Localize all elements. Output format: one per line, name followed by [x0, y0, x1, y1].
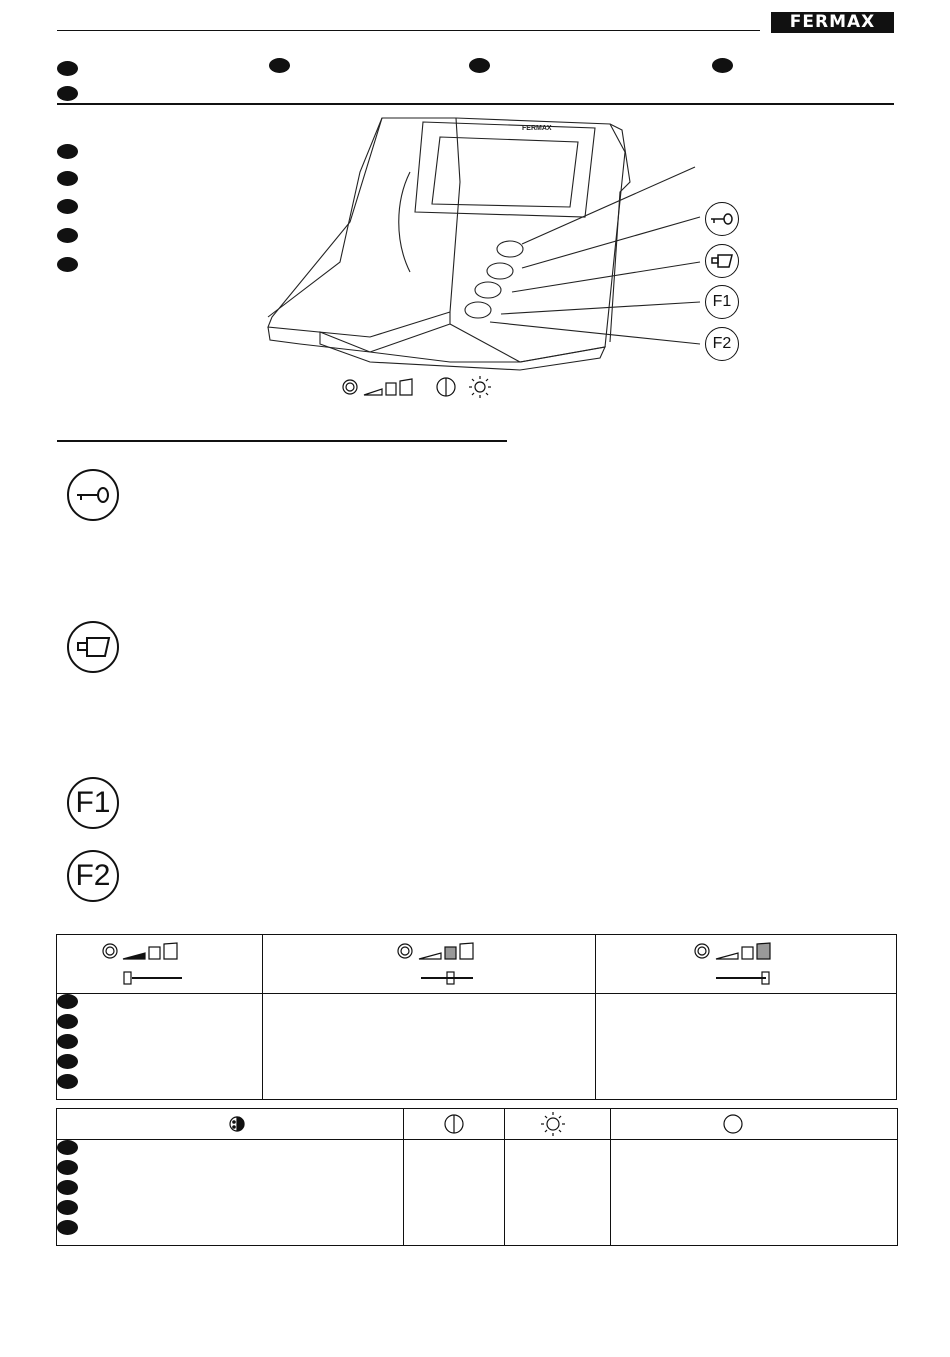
language-dot — [712, 58, 733, 73]
brand-logo: FERMAX — [771, 12, 894, 33]
f2-icon: F2 — [67, 850, 119, 902]
volume-high-header — [596, 935, 897, 994]
camera-callout-icon — [705, 244, 739, 278]
language-dot — [57, 86, 78, 101]
empty-cell — [611, 1140, 898, 1246]
volume-low-header — [57, 935, 263, 994]
color-header — [611, 1109, 898, 1140]
key-icon — [67, 469, 119, 521]
language-dot — [57, 61, 78, 76]
language-dot — [57, 199, 78, 214]
language-dot — [57, 171, 78, 186]
language-dot — [57, 228, 78, 243]
language-dot — [469, 58, 490, 73]
language-dots-cell — [57, 1140, 404, 1246]
section-rule-short — [57, 440, 507, 442]
empty-cell — [263, 994, 596, 1100]
volume-table — [56, 934, 897, 1100]
language-dot — [269, 58, 290, 73]
monitor-brand: FERMAX — [522, 125, 552, 132]
f1-icon: F1 — [67, 777, 119, 829]
empty-cell — [404, 1140, 505, 1246]
f2-callout-icon: F2 — [705, 327, 739, 361]
f1-callout-icon: F1 — [705, 285, 739, 319]
picture-adjust-table — [56, 1108, 898, 1246]
section-rule — [57, 103, 894, 105]
volume-mid-header — [263, 935, 596, 994]
empty-cell — [596, 994, 897, 1100]
language-dot — [57, 257, 78, 272]
language-dots-cell — [57, 994, 263, 1100]
key-callout-icon — [705, 202, 739, 236]
header-rule — [57, 30, 760, 31]
volume-contrast-brightness-icons — [340, 375, 500, 403]
camera-icon — [67, 621, 119, 673]
adjust-header — [57, 1109, 404, 1140]
brightness-header — [505, 1109, 611, 1140]
contrast-header — [404, 1109, 505, 1140]
monitor-illustration — [260, 112, 740, 402]
language-dot — [57, 144, 78, 159]
empty-cell — [505, 1140, 611, 1246]
